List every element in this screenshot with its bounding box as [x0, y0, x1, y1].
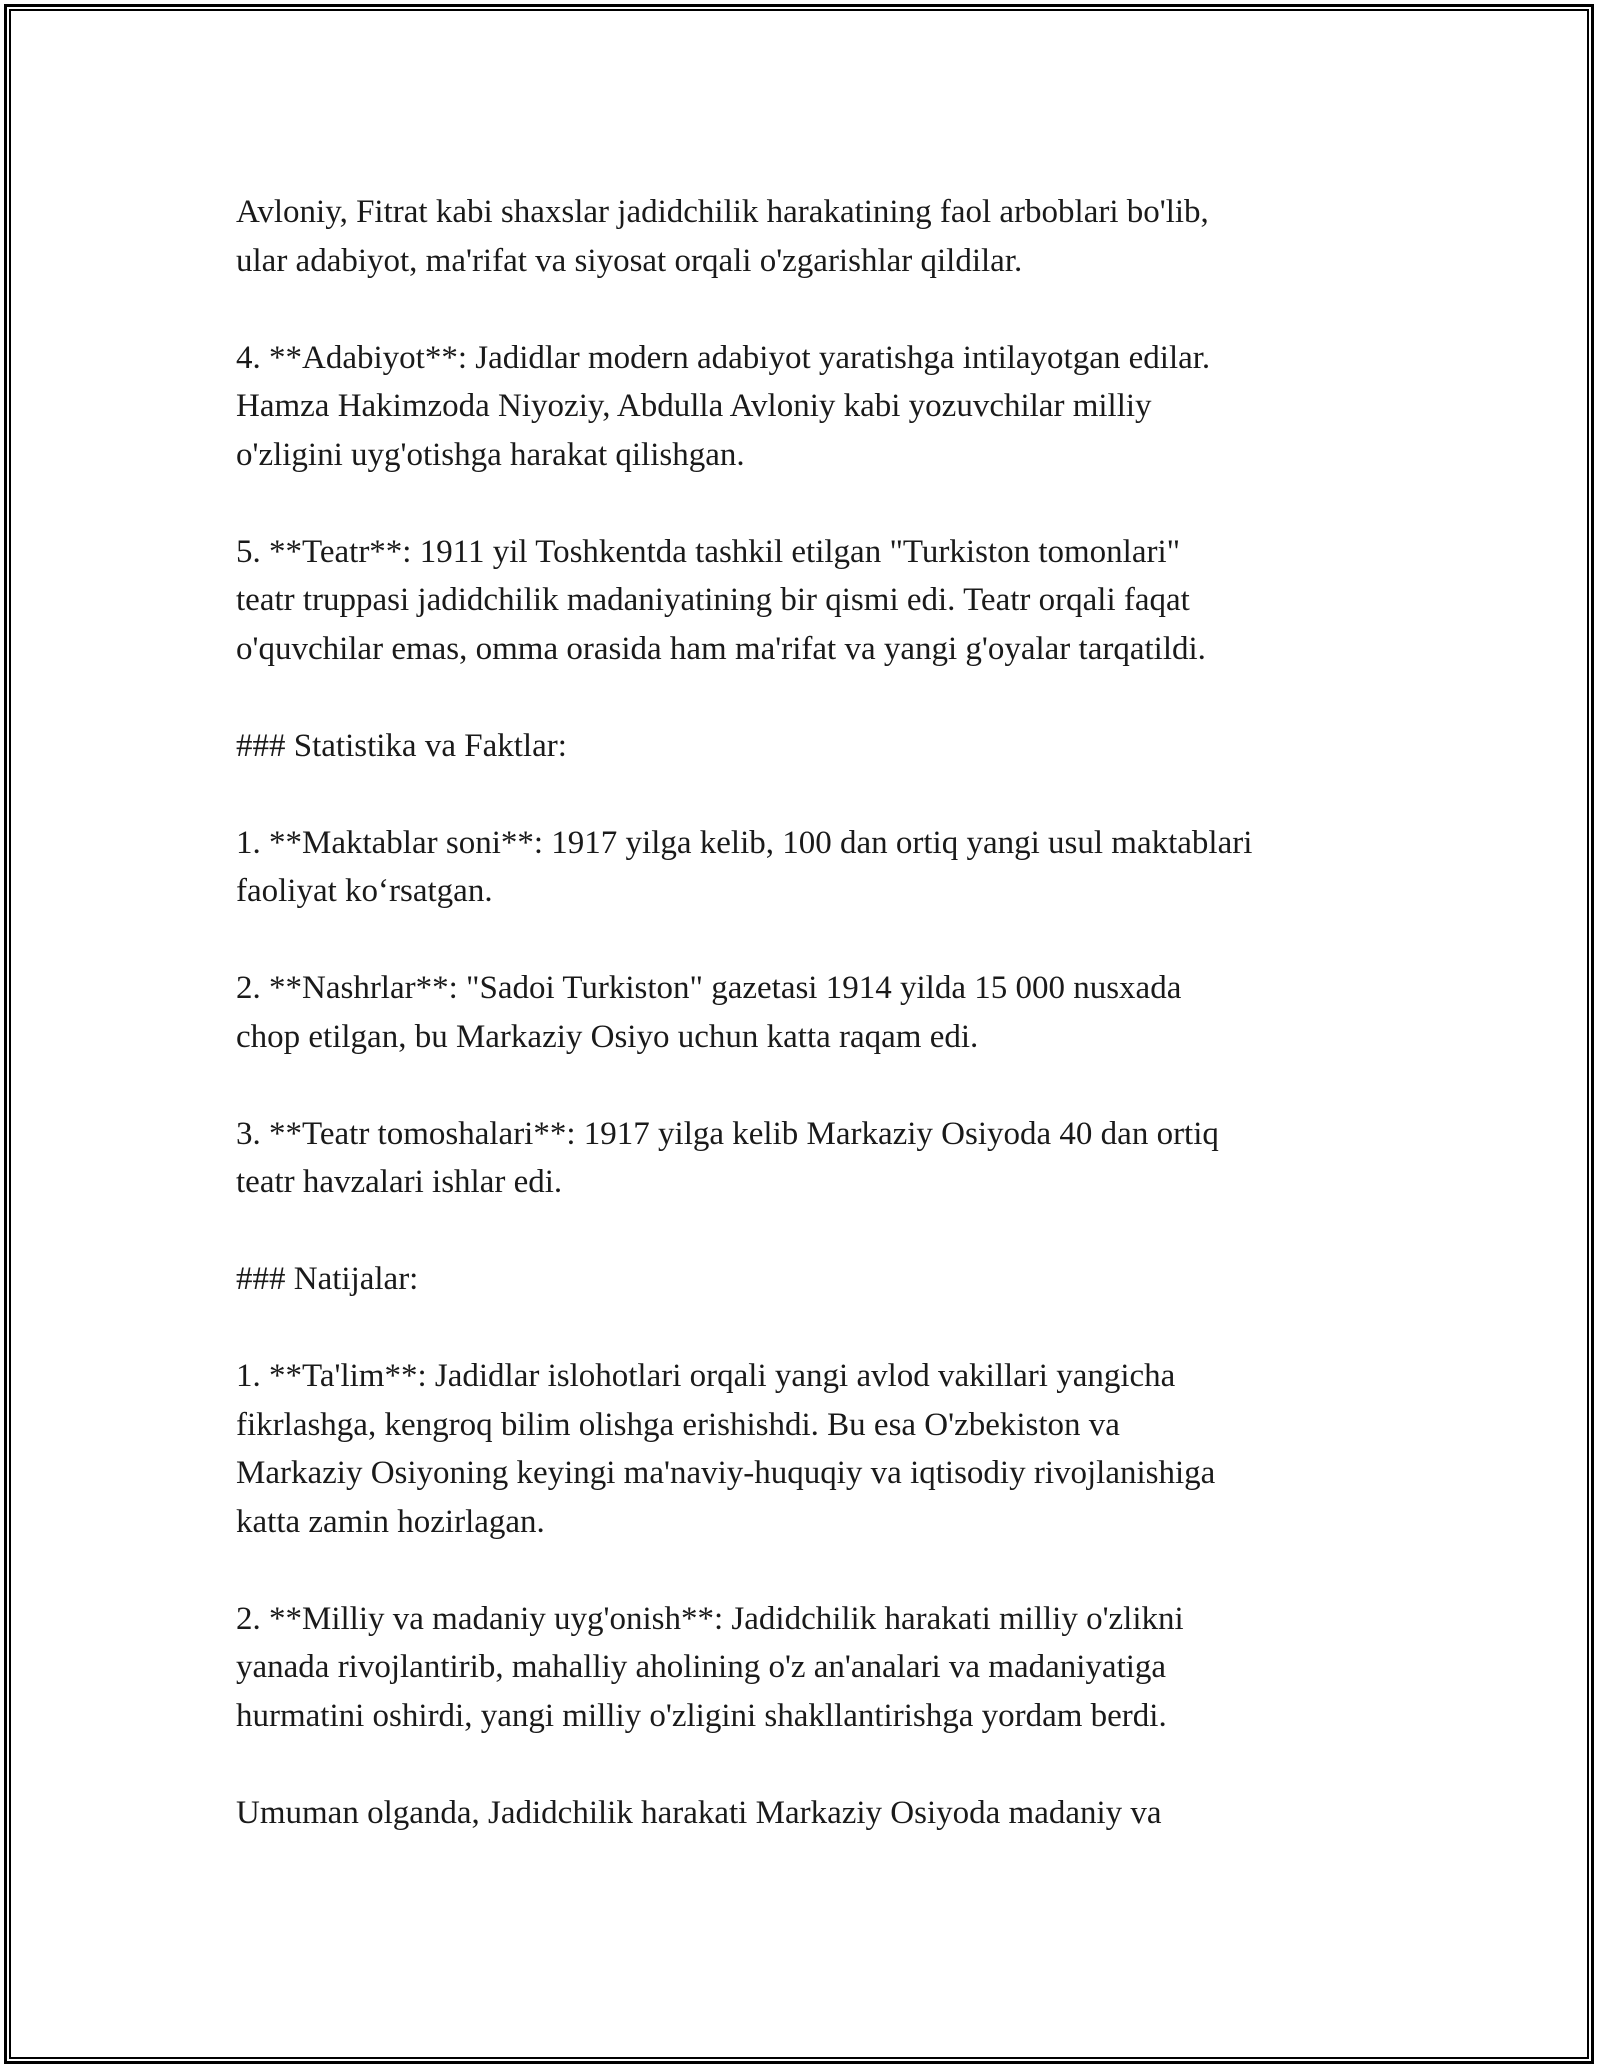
- heading-statistika: ### Statistika va Faktlar:: [236, 727, 567, 764]
- paragraph-adabiyot: 4. **Adabiyot**: Jadidlar modern adabiyot yaratishga intilayotgan edilar. Hamza Hakimzoda Niyoziy, Abdulla Avloniy kabi yozuvchilar milliy o'zligini uyg'otishga harakat qilishgan.: [236, 339, 1211, 473]
- paragraph-umuman: Umuman olganda, Jadidchilik harakati Markaziy Osiyoda madaniy va: [236, 1794, 1162, 1831]
- paragraph-teatr: 5. **Teatr**: 1911 yil Toshkentda tashkil etilgan "Turkiston tomonlari" teatr truppasi jadidchilik madaniyatining bir qismi edi. Teatr orqali faqat o'quvchilar emas, omma orasida ham ma'rifat va yangi g'oyalar tarqatildi.: [236, 533, 1206, 667]
- paragraph-milliy-uygonish: 2. **Milliy va madaniy uyg'onish**: Jadidchilik harakati milliy o'zlikni yanada rivojlantirib, mahalliy aholining o'z an'analari va madaniyatiga hurmatini oshirdi, yangi milliy o'zligini shakllantirishga yordam berdi.: [236, 1600, 1184, 1734]
- paragraph-maktablar: 1. **Maktablar soni**: 1917 yilga kelib, 100 dan ortiq yangi usul maktablari faoliyat ko‘rsatgan.: [236, 824, 1253, 909]
- paragraph-nashrlar: 2. **Nashrlar**: "Sadoi Turkiston" gazetasi 1914 yilda 15 000 nusxada chop etilgan, bu Markaziy Osiyo uchun katta raqam edi.: [236, 970, 1182, 1055]
- paragraph-talim: 1. **Ta'lim**: Jadidlar islohotlari orqali yangi avlod vakillari yangicha fikrlashga, kengroq bilim olishga erishishdi. Bu esa O'zbekiston va Markaziy Osiyoning keyingi ma'naviy-huquqiy va iqtisodiy rivojlanishiga katta zamin hozirlagan.: [236, 1358, 1216, 1540]
- paragraph-teatr-tomoshalari: 3. **Teatr tomoshalari**: 1917 yilga kelib Markaziy Osiyoda 40 dan ortiq teatr havzalari ishlar edi.: [236, 1115, 1219, 1200]
- document-body: [236, 188, 1406, 1886]
- heading-natijalar: ### Natijalar:: [236, 1261, 419, 1297]
- paragraph-intro-continuation: Avloniy, Fitrat kabi shaxslar jadidchilik harakatining faol arboblari bo'lib, ular adabiyot, ma'rifat va siyosat orqali o'zgarishlar qildilar.: [236, 194, 1209, 279]
